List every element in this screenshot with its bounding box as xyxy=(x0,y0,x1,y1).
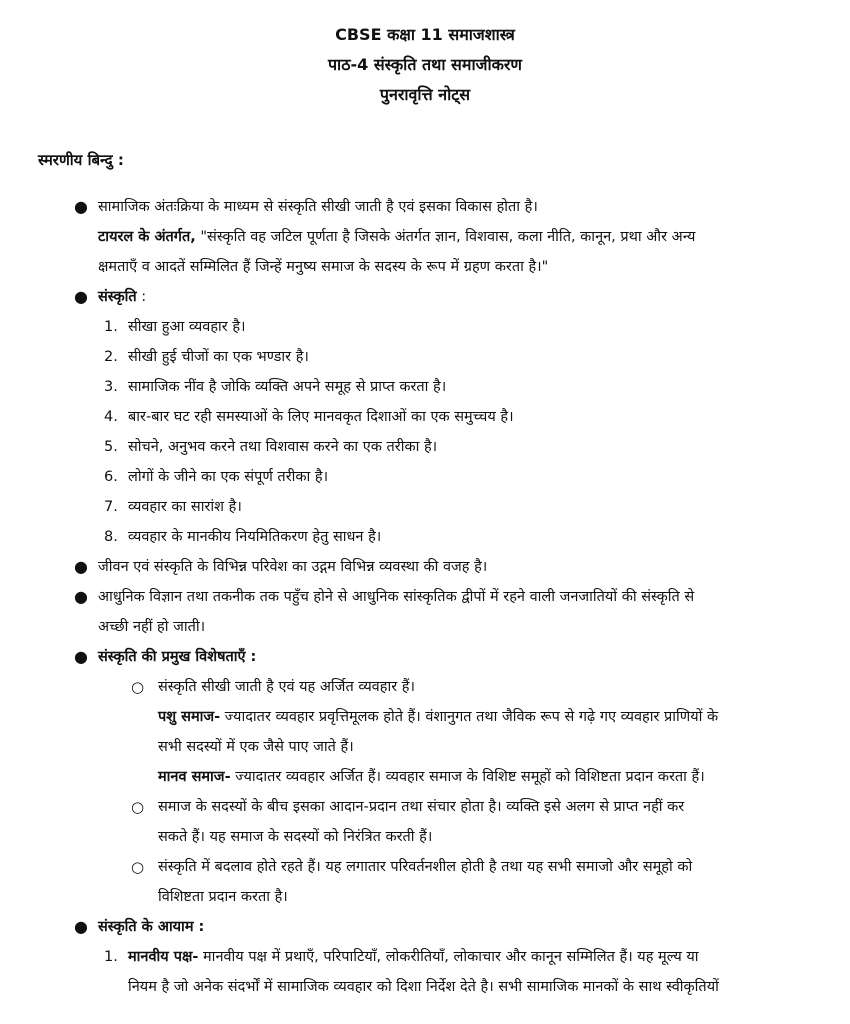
numbered-item-continuation: नियम है जो अनेक संदर्भों में सामाजिक व्यवहार को दिशा निर्देश देते है। सभी सामाजिक मानकों के साथ स्वीकृतियों xyxy=(128,979,719,995)
circle-bullet-icon: ○ xyxy=(131,858,145,876)
animal-society-line-1 xyxy=(0,702,850,732)
numbered-item xyxy=(0,462,850,492)
human-aspect-label: मानवीय पक्ष- xyxy=(128,949,199,965)
bullet-item xyxy=(0,282,850,312)
numbered-item xyxy=(0,402,850,432)
tylor-quote-line-1: "संस्कृति वह जटिल पूर्णता है जिसके अंतर्गत ज्ञान, विशवास, कला नीति, कानून, प्रथा और अन्य xyxy=(195,229,696,245)
bullet-continuation: अच्छी नहीं हो जाती। xyxy=(98,619,206,635)
header-line-2: पाठ-4 संस्कृति तथा समाजीकरण xyxy=(327,55,523,74)
bullet-text: आधुनिक विज्ञान तथा तकनीक तक पहुँच होने से आधुनिक सांस्कृतिक द्वीपों में रहने वाली जनजातियों की संस्कृति से xyxy=(98,589,695,605)
item-number: 1. xyxy=(104,949,118,965)
animal-society-line-2: सभी सदस्यों में एक जैसे पाए जाते हैं। xyxy=(158,739,354,755)
item-number: 3. xyxy=(104,379,118,395)
bullet-icon: ● xyxy=(74,557,88,576)
circle-bullet-icon: ○ xyxy=(131,678,145,696)
item-text: व्यवहार का सारांश है। xyxy=(128,499,242,515)
item-number: 7. xyxy=(104,499,118,515)
item-number: 6. xyxy=(104,469,118,485)
bullet-item xyxy=(0,192,850,222)
numbered-item xyxy=(0,312,850,342)
item-text: सीखी हुई चीजों का एक भण्डार है। xyxy=(128,349,309,365)
header-line-1: CBSE कक्षा 11 समाजशास्त्र xyxy=(335,25,515,44)
bullet-item xyxy=(0,642,850,672)
human-aspect-text: मानवीय पक्ष में प्रथाएँ, परिपाटियाँ, लोकरीतियाँ, लोकाचार और कानून सम्मिलित हैं। यह मूल्य या xyxy=(198,949,699,965)
sub-bullet-continuation: विशिष्टता प्रदान करता है। xyxy=(158,889,288,905)
numbered-item xyxy=(0,372,850,402)
bullet-icon: ● xyxy=(74,647,88,666)
sub-bullet-text: समाज के सदस्यों के बीच इसका आदान-प्रदान तथा संचार होता है। व्यक्ति इसे अलग से प्राप्त नहीं कर xyxy=(158,799,685,815)
numbered-item xyxy=(0,342,850,372)
item-number: 1. xyxy=(104,319,118,335)
item-text: व्यवहार के मानकीय नियमितिकरण हेतु साधन है। xyxy=(128,529,382,545)
human-society-line xyxy=(0,762,850,792)
tylor-definition xyxy=(0,222,850,252)
bullet-item xyxy=(0,582,850,612)
numbered-item xyxy=(0,942,850,972)
notes-content xyxy=(0,192,850,1002)
item-number: 4. xyxy=(104,409,118,425)
bullet-text: सामाजिक अंतःक्रिया के माध्यम से संस्कृति सीखी जाती है एवं इसका विकास होता है। xyxy=(98,199,538,215)
item-text: सीखा हुआ व्यवहार है। xyxy=(128,319,246,335)
item-number: 5. xyxy=(104,439,118,455)
features-heading: संस्कृति की प्रमुख विशेषताएँ : xyxy=(98,649,257,665)
bullet-icon: ● xyxy=(74,287,88,306)
bullet-item xyxy=(0,552,850,582)
tylor-quote-line-2: क्षमताएँ व आदतें सम्मिलित हैं जिन्हें मनुष्य समाज के सदस्य के रूप में ग्रहण करता है।" xyxy=(98,259,549,275)
culture-heading-suffix: : xyxy=(136,289,147,305)
item-number: 2. xyxy=(104,349,118,365)
numbered-item xyxy=(0,522,850,552)
sub-bullet-text: संस्कृति में बदलाव होते रहते हैं। यह लगातार परिवर्तनशील होती है तथा यह सभी समाजो और समूहो को xyxy=(158,859,693,875)
sub-bullet-item xyxy=(0,672,850,702)
item-text: लोगों के जीने का एक संपूर्ण तरीका है। xyxy=(128,469,329,485)
bullet-icon: ● xyxy=(74,587,88,606)
numbered-item xyxy=(0,432,850,462)
item-number: 8. xyxy=(104,529,118,545)
sub-bullet-item xyxy=(0,792,850,822)
circle-bullet-icon: ○ xyxy=(131,798,145,816)
dimensions-heading: संस्कृति के आयाम : xyxy=(98,919,205,935)
bullet-item xyxy=(0,912,850,942)
culture-heading: संस्कृति xyxy=(98,289,137,305)
animal-society-text: ज्यादातर व्यवहार प्रवृत्तिमूलक होते हैं। वंशानुगत तथा जैविक रूप से गढ़े गए व्यवहार प्राणियों के xyxy=(220,709,719,725)
human-society-text: ज्यादातर व्यवहार अर्जित हैं। व्यवहार समाज के विशिष्ट समूहों को विशिष्टता प्रदान करता हैं। xyxy=(230,769,705,785)
bullet-text: जीवन एवं संस्कृति के विभिन्न परिवेश का उद्गम विभिन्न व्यवस्था की वजह है। xyxy=(98,559,488,575)
human-society-label: मानव समाज- xyxy=(158,769,231,785)
bullet-icon: ● xyxy=(74,917,88,936)
header-line-3: पुनरावृत्ति नोट्स xyxy=(379,85,471,104)
item-text: बार-बार घट रही समस्याओं के लिए मानवकृत दिशाओं का एक समुच्चय है। xyxy=(128,409,514,425)
sub-bullet-item xyxy=(0,852,850,882)
item-text: सामाजिक नींव है जोकि व्यक्ति अपने समूह से प्राप्त करता है। xyxy=(128,379,447,395)
numbered-item xyxy=(0,492,850,522)
section-title: स्मरणीय बिन्दु : xyxy=(38,151,124,169)
sub-bullet-text: संस्कृति सीखी जाती है एवं यह अर्जित व्यवहार हैं। xyxy=(158,679,415,695)
bullet-icon: ● xyxy=(74,197,88,216)
animal-society-label: पशु समाज- xyxy=(158,709,221,725)
sub-bullet-continuation: सकते हैं। यह समाज के सदस्यों को निरंत्रित करती हैं। xyxy=(158,829,433,845)
item-text: सोचने, अनुभव करने तथा विशवास करने का एक तरीका है। xyxy=(128,439,438,455)
tylor-label: टायरल के अंतर्गत, xyxy=(98,229,196,245)
